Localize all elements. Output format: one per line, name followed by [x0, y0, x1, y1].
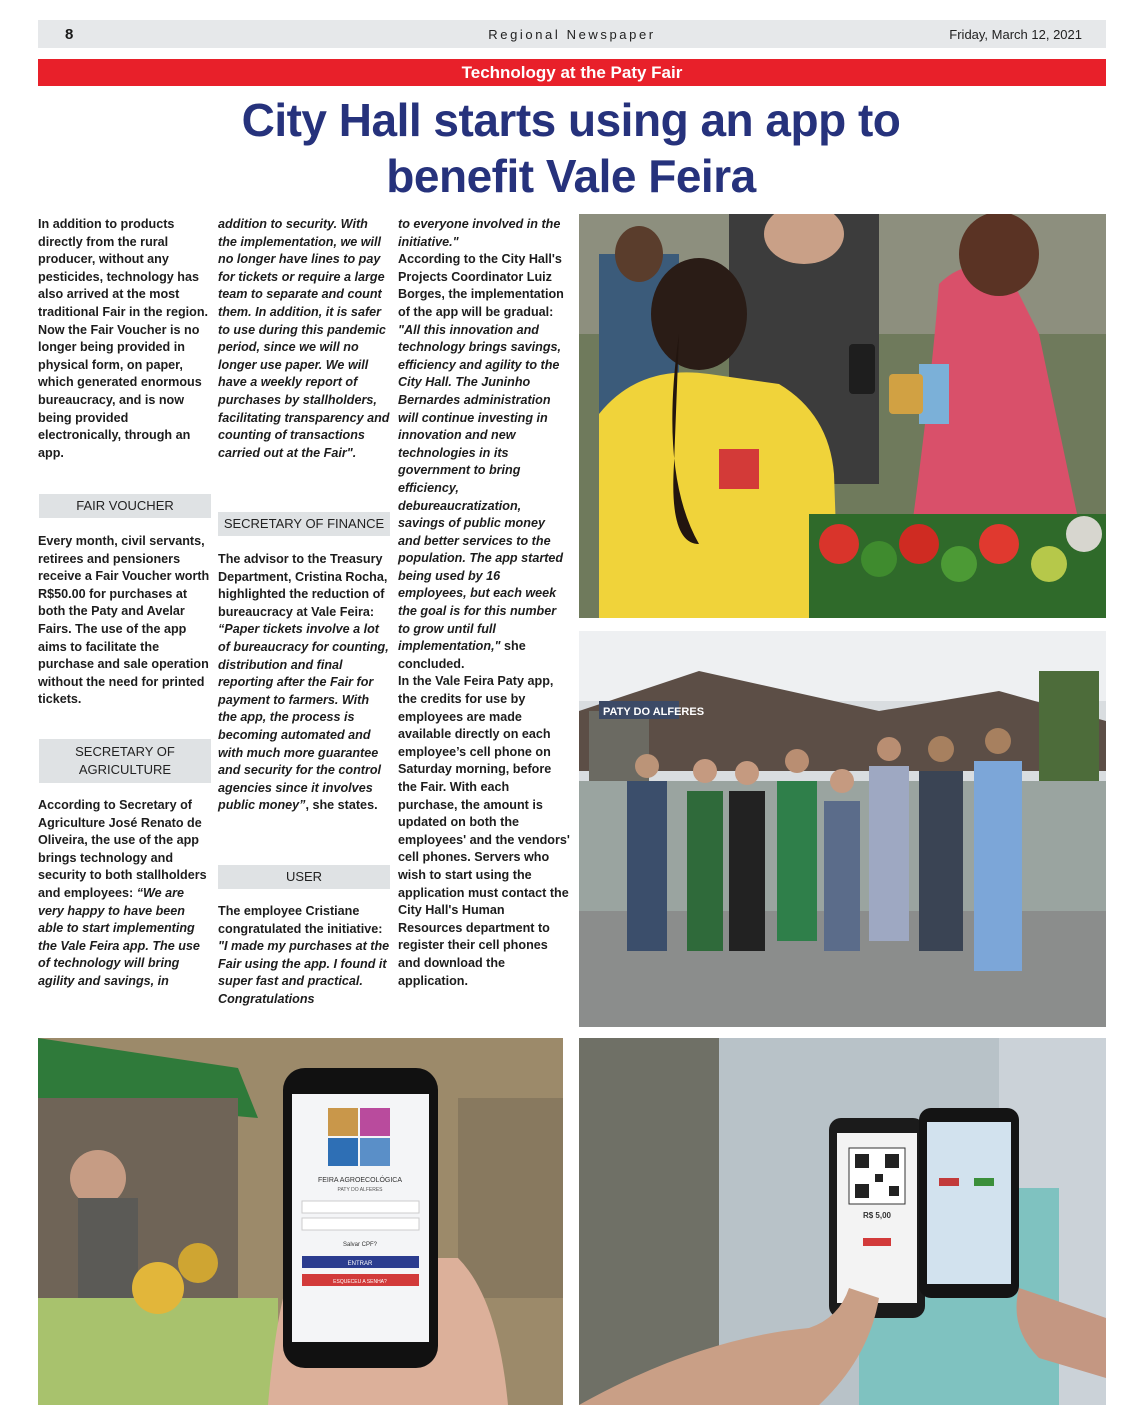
- section-banner: Technology at the Paty Fair: [38, 59, 1106, 86]
- quote-end: to everyone involved in the initiative.": [398, 217, 561, 249]
- finance-plain: The advisor to the Treasury Department, Cristina Rocha, highlighted the reduction of bureaucracy at Vale Feira:: [218, 552, 388, 619]
- column-2-quote: [218, 216, 390, 462]
- borges-quote: "All this innovation and technology brings savings, efficiency and agility to the City Hall. The Juninho Bernardes administration will continue investing in innovation and new technologies in its government to bring efficiency, debureaucratization, savings of public money and better services to the population. The app started being used by 16 employees, but each week the goal is for this number to grow until full implementation,": [398, 322, 564, 654]
- headline-line-1: City Hall starts using an app to: [241, 94, 901, 146]
- quote-continuation: addition to security. With the implementation, we will no longer have lines to pay for tickets or require a large team to separate and count them. In addition, it is safer to use during this pandemic period, since we will no longer use paper. We will have a weekly report of purchases by stallholders, facilitating transparency and counting of transactions carried out at the Fair".: [218, 217, 390, 460]
- newspaper-name: Regional Newspaper: [488, 27, 656, 42]
- headline-line-2: benefit Vale Feira: [386, 150, 756, 202]
- finance-paragraph: [218, 551, 390, 815]
- photo-phone-app: [38, 1038, 563, 1405]
- phone-app-subtitle: PATY DO ALFERES: [337, 1187, 383, 1193]
- borges-tail: she concluded.: [398, 639, 526, 671]
- phone-app-title: FEIRA AGROECOLÓGICA: [317, 1177, 403, 1184]
- stall-sign-text: PATY DO ALFERES: [603, 706, 705, 718]
- phone-enter-button: ENTRAR: [347, 1261, 373, 1267]
- headline: [100, 92, 1042, 204]
- agriculture-paragraph: [38, 797, 210, 991]
- finance-quote: “Paper tickets involve a lot of bureaucracy for counting, distribution and final reporting after the Fair for payment to farmers. With the app, the process is becoming automated and with much more guarantee and security for the control agencies since it involves public money”: [218, 622, 389, 813]
- phone-amount: R$ 5,00: [862, 1211, 892, 1220]
- agriculture-text: [38, 797, 210, 991]
- column-1-intro: [38, 216, 210, 462]
- phone-forgot-button: ESQUECEU A SENHA?: [333, 1279, 387, 1285]
- user-text: [218, 903, 390, 1009]
- section-heading-fair-voucher: FAIR VOUCHER: [39, 494, 211, 518]
- column-3: [398, 216, 570, 990]
- user-quote: "I made my purchases at the Fair using the app. I found it super fast and practical. Congratulations: [218, 939, 390, 1006]
- finance-text: [218, 551, 390, 815]
- finance-tail: , she states.: [305, 798, 378, 813]
- fair-voucher-paragraph: Every month, civil servants, retirees and pensioners receive a Fair Voucher worth R$50.00 for purchases at both the Paty and Avelar Fairs. The use of the app aims to facilitate the purchase and sale operation without the need for printed tickets.: [38, 534, 210, 707]
- user-plain: The employee Cristiane congratulated the initiative:: [218, 904, 383, 936]
- agriculture-plain: According to Secretary of Agriculture José Renato de Oliveira, the use of the app brings technology and security to both stallholders and employees:: [38, 798, 207, 900]
- borges-plain: According to the City Hall's Projects Coordinator Luiz Borges, the implementation of the app will be gradual:: [398, 252, 564, 319]
- borges-paragraph: [398, 251, 570, 673]
- page-number: 8: [65, 26, 74, 43]
- section-heading-agriculture: SECRETARY OF AGRICULTURE: [39, 739, 211, 783]
- photo-phones-qr: [579, 1038, 1106, 1405]
- page-header: [38, 20, 1106, 48]
- phone-save-cpf: Salvar CPF?: [342, 1242, 378, 1248]
- photo-market-purchase: [579, 214, 1106, 618]
- fair-voucher-text: [38, 533, 210, 709]
- user-paragraph: [218, 903, 390, 1009]
- photo-group-employees: [579, 631, 1106, 1027]
- intro-paragraph: In addition to products directly from the rural producer, without any pesticides, technology has also arrived at the most traditional Fair in the region. Now the Fair Voucher is no longer being provided in physical form, on paper, which generated enormous bureaucracy, and is now being provided electronically, through an app.: [38, 217, 209, 460]
- section-heading-user: USER: [218, 865, 390, 889]
- section-heading-finance: SECRETARY OF FINANCE: [218, 512, 390, 536]
- final-paragraph: In the Vale Feira Paty app, the credits for use by employees are made available directly on each employee’s cell phone on Saturday morning, before the Fair. With each purchase, the amount is updated on both the employees' and the vendors' cell phones. Servers who wish to start using the application must contact the City Hall's Human Resources department to register their cell phones and download the application.: [398, 674, 570, 988]
- agriculture-quote: “We are very happy to have been able to start implementing the Vale Feira app. The use of technology will bring agility and savings, in: [38, 885, 200, 988]
- issue-date: Friday, March 12, 2021: [949, 27, 1082, 42]
